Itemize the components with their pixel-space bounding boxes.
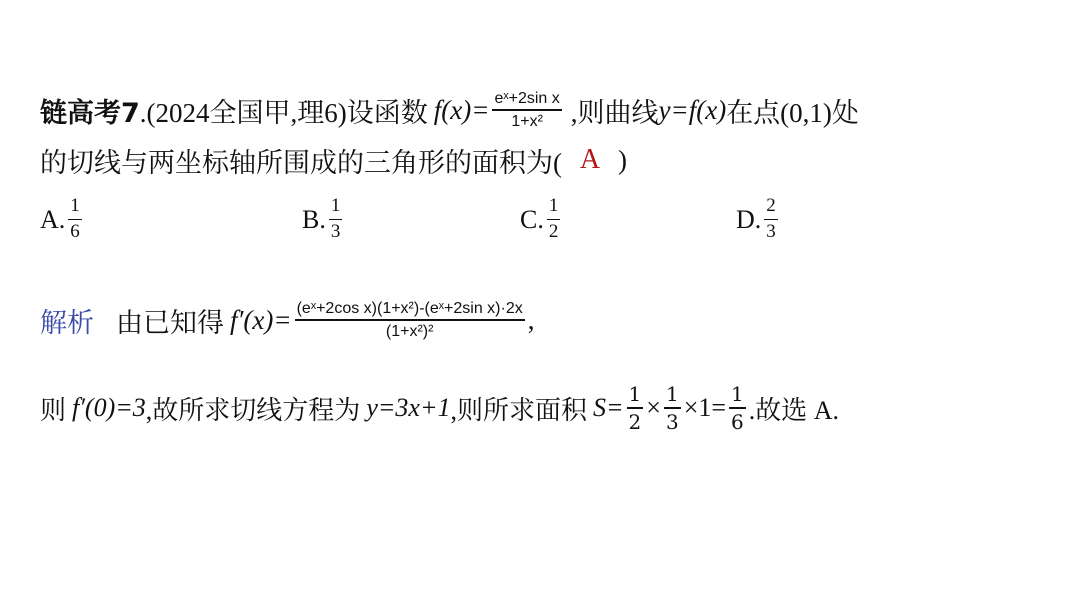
option-letter: B. [302,204,326,234]
option-letter: C. [520,204,544,234]
area-symbol: S= [593,393,624,422]
question-line-2 [40,140,627,180]
function-fraction [492,90,561,131]
fraction-denominator: 3 [665,409,679,434]
times-one: ×1= [683,393,727,422]
solution-label: 解析 [40,307,94,339]
fraction-numerator: 1 [628,382,642,407]
derivative-numerator: (eˣ+2cos x)(1+x²)-(eˣ+2sin x)·2x [296,299,523,317]
option-letter: D. [736,204,762,234]
option-fraction [329,196,343,243]
solution-line-2 [40,380,839,436]
area-result-fraction [729,383,746,433]
derivative-value: f′(0)=3 [72,393,146,422]
derivative-fraction [295,300,525,341]
option-fraction [764,196,778,243]
option-denominator: 6 [70,221,80,243]
solution-intro: 由已知得 [116,307,224,338]
option-denominator: 2 [548,221,559,243]
option-fraction [547,196,561,243]
option-letter: A. [40,204,66,234]
option-numerator: 1 [330,195,341,216]
derivative-denominator: (1+x²)² [385,322,434,340]
option-numerator: 1 [70,195,80,216]
function-lhs: f(x)= [433,94,490,125]
option-denominator: 3 [766,221,776,243]
option-denominator: 3 [330,221,341,243]
fraction-numerator: 1 [665,382,679,407]
area-fraction-1 [627,383,644,433]
solution-text-a: 则 [40,395,67,425]
solution-text-c: ,故所求切线方程为 [145,395,361,425]
option-numerator: 2 [766,195,776,216]
option-fraction [68,196,82,243]
option-d [736,196,781,243]
derivative-lhs: f′(x)= [230,304,292,335]
question-tail: 在点(0,1)处 [726,97,859,128]
solution-text-e: ,则所求面积 [450,395,587,425]
times-sign: × [646,393,661,422]
tangent-equation: y=3x+1 [366,393,451,422]
function-numerator: eˣ+2sin x [494,89,560,107]
option-b [302,196,345,243]
function-denominator: 1+x² [511,112,543,130]
area-fraction-2 [664,383,681,433]
question-close: ) [618,144,627,175]
solution-end: .故选 A. [748,395,840,425]
question-line-1 [40,86,859,134]
solution-line-1 [40,290,534,350]
question-tag: 链高考7 [40,97,140,129]
fraction-denominator: 2 [628,409,642,434]
curve-equation: y=f(x) [658,94,727,125]
option-c [520,196,563,243]
fraction-denominator: 6 [731,409,744,434]
question-text-2: 的切线与两坐标轴所围成的三角形的面积为( [40,147,562,178]
answer-mark: A [579,144,601,175]
solution-comma: , [527,304,535,335]
option-a [40,196,85,243]
question-source: .(2024全国甲,理6)设函数 [139,97,428,128]
fraction-numerator: 1 [731,382,744,407]
option-numerator: 1 [548,195,559,216]
question-mid: ,则曲线 [570,97,659,128]
